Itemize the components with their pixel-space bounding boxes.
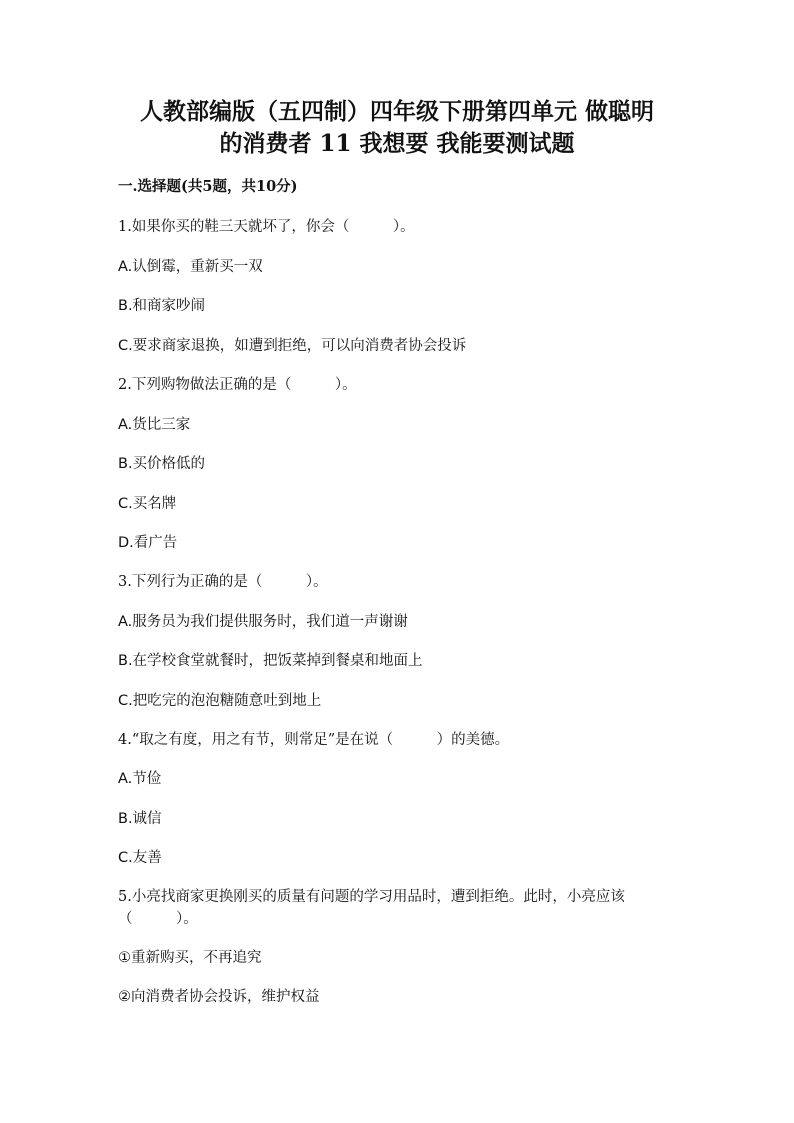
question-1-option-b: B.和商家吵闹 xyxy=(118,298,206,314)
question-5-stem: 5.小亮找商家更换刚买的质量有问题的学习用品时，遭到拒绝。此时，小亮应该（ ）。 xyxy=(118,889,625,927)
question-1-option-a: A.认倒霉，重新买一双 xyxy=(118,259,263,275)
question-3-stem: 3.下列行为正确的是（ ）。 xyxy=(118,574,328,590)
question-5-option-1: ①重新购买，不再追究 xyxy=(118,950,262,966)
question-2-option-c: C.买名牌 xyxy=(118,496,177,512)
question-2-stem: 2.下列购物做法正确的是（ ）。 xyxy=(118,377,357,393)
question-5-option-2: ②向消费者协会投诉，维护权益 xyxy=(118,989,320,1005)
question-4-option-b: B.诚信 xyxy=(118,811,162,827)
question-4-option-a: A.节俭 xyxy=(118,771,162,787)
page-title-line-1: 人教部编版（五四制）四年级下册第四单元 做聪明 xyxy=(139,98,654,125)
question-3-option-a: A.服务员为我们提供服务时，我们道一声谢谢 xyxy=(118,614,408,630)
question-4-option-c: C.友善 xyxy=(118,850,162,866)
question-2-option-a: A.货比三家 xyxy=(118,417,191,433)
question-1-option-c: C.要求商家退换，如遭到拒绝，可以向消费者协会投诉 xyxy=(118,338,467,354)
question-3-option-c: C.把吃完的泡泡糖随意吐到地上 xyxy=(118,693,322,709)
question-2-option-d: D.看广告 xyxy=(118,535,178,551)
page-title-line-2: 的消费者 11 我想要 我能要测试题 xyxy=(219,130,575,157)
question-4-stem: 4.“取之有度，用之有节，则常足”是在说（ ）的美德。 xyxy=(118,732,510,748)
section-heading: 一.选择题(共5题，共10分) xyxy=(118,178,298,195)
question-1-stem: 1.如果你买的鞋三天就坏了，你会（ ）。 xyxy=(118,219,415,235)
question-2-option-b: B.买价格低的 xyxy=(118,456,206,472)
question-3-option-b: B.在学校食堂就餐时，把饭菜掉到餐桌和地面上 xyxy=(118,653,423,669)
